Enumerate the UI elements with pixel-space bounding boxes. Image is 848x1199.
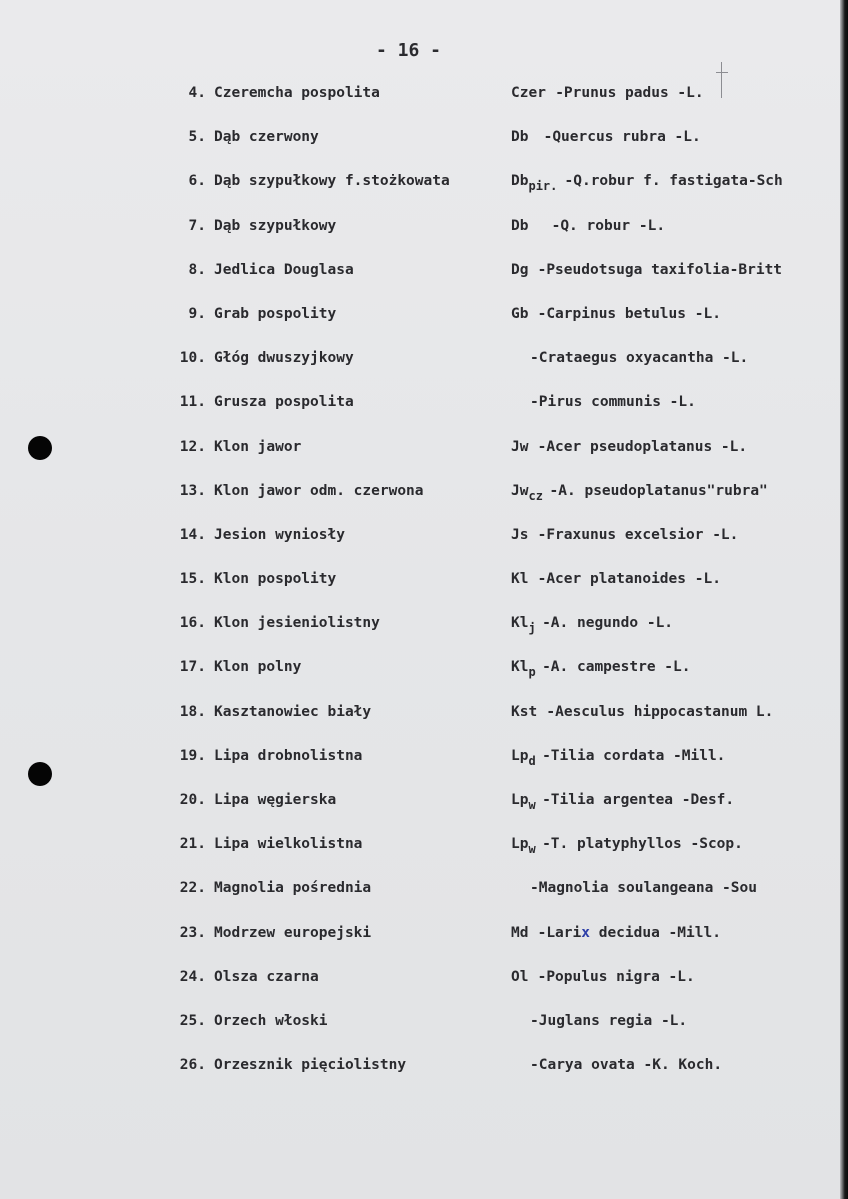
list-item (0, 391, 840, 435)
list-item (0, 436, 840, 480)
polish-name: Klon polny (214, 659, 302, 676)
punch-hole (28, 762, 52, 786)
item-number: 9. (188, 305, 206, 322)
abbreviation-main: Ol (511, 968, 529, 985)
polish-name: Kasztanowiec biały (214, 703, 372, 720)
abbreviation-main: Kl (511, 659, 529, 676)
polish-name: Olsza czarna (214, 968, 319, 985)
polish-name: Klon pospolity (214, 571, 337, 588)
pen-mark (716, 72, 728, 73)
latin-name: -Larix decidua -Mill. (537, 924, 721, 941)
polish-name: Jesion wyniosły (214, 526, 345, 543)
abbreviation (511, 615, 536, 636)
abbreviation-subscript: cz (528, 488, 543, 503)
latin-name: -Quercus rubra -L. (543, 129, 701, 146)
polish-name: Klon jesieniolistny (214, 615, 380, 632)
abbreviation (511, 659, 536, 680)
item-number: 17. (179, 659, 206, 676)
polish-name: Jedlica Douglasa (214, 261, 354, 278)
abbreviation (511, 173, 558, 194)
abbreviation (511, 571, 528, 587)
latin-name: -Aesculus hippocastanum L. (546, 703, 774, 720)
latin-name: -A. campestre -L. (542, 659, 691, 676)
item-number: 23. (179, 924, 206, 941)
scan-edge-shadow (840, 0, 848, 1199)
abbreviation (511, 527, 528, 543)
page-number: - 16 - (376, 40, 442, 61)
item-number: 20. (179, 792, 206, 808)
list-item (0, 656, 840, 700)
item-number: 25. (179, 1012, 206, 1029)
latin-name: -A. pseudoplatanus"rubra" (549, 482, 768, 499)
item-number: 5. (188, 129, 206, 146)
abbreviation-subscript: w (528, 842, 536, 857)
latin-name: -Carpinus betulus -L. (537, 305, 721, 322)
list-item (0, 833, 840, 877)
polish-name: Lipa wielkolistna (214, 836, 363, 853)
abbreviation-main: Kl (511, 615, 529, 632)
abbreviation-main: Lp (511, 747, 529, 764)
item-number: 4. (188, 85, 206, 101)
polish-name: Głóg dwuszyjkowy (214, 350, 354, 367)
list-item (0, 1010, 840, 1054)
abbreviation-main: Db (511, 217, 529, 234)
abbreviation (511, 704, 537, 720)
abbreviation (511, 306, 528, 322)
abbreviation (511, 836, 536, 857)
latin-name: -Carya ovata -K. Koch. (530, 1057, 723, 1074)
latin-name: -Q.robur f. fastigata-Sch (564, 173, 783, 190)
item-number: 21. (179, 836, 206, 853)
item-number: 6. (188, 173, 206, 190)
list-item (0, 259, 840, 303)
abbreviation-main: Gb (511, 305, 529, 322)
polish-name: Klon jawor (214, 438, 302, 455)
item-number: 13. (179, 482, 206, 499)
abbreviation (511, 482, 543, 503)
list-item (0, 347, 840, 391)
item-number: 12. (179, 438, 206, 455)
latin-name: -Populus nigra -L. (537, 968, 695, 985)
abbreviation-main: Czer (511, 85, 546, 101)
item-number: 10. (179, 350, 206, 367)
punch-hole (28, 436, 52, 460)
polish-name: Lipa węgierska (214, 792, 337, 808)
item-number: 11. (179, 394, 206, 411)
abbreviation-subscript: pir. (528, 179, 558, 194)
latin-name: -Q. robur -L. (551, 217, 666, 234)
list-item (0, 612, 840, 656)
latin-name: -T. platyphyllos -Scop. (542, 836, 743, 853)
item-number: 7. (188, 217, 206, 234)
abbreviation-subscript: j (528, 621, 536, 636)
abbreviation-main: Jw (511, 482, 529, 499)
latin-name: -Crataegus oxyacantha -L. (530, 350, 749, 367)
item-number: 14. (179, 526, 206, 543)
latin-name: -Juglans regia -L. (530, 1012, 688, 1029)
item-number: 19. (179, 747, 206, 764)
polish-name: Grusza pospolita (214, 394, 354, 411)
abbreviation (511, 85, 546, 101)
abbreviation-main: Md (511, 924, 529, 941)
abbreviation-main: Lp (511, 792, 529, 808)
abbreviation-main: Kl (511, 571, 529, 588)
polish-name: Dąb czerwony (214, 129, 319, 146)
list-item (0, 170, 840, 214)
polish-name: Orzesznik pięciolistny (214, 1057, 407, 1074)
latin-name: -Pirus communis -L. (530, 394, 696, 411)
abbreviation (511, 969, 528, 985)
item-number: 16. (179, 615, 206, 632)
abbreviation (511, 439, 528, 455)
latin-name: -Tilia cordata -Mill. (542, 747, 726, 764)
abbreviation-subscript: d (528, 753, 536, 768)
polish-name: Czeremcha pospolita (214, 85, 380, 101)
abbreviation-main: Kst (511, 703, 538, 720)
list-item (0, 701, 840, 745)
abbreviation-main: Db (511, 129, 529, 146)
abbreviation-main: Lp (511, 836, 529, 853)
list-item (0, 966, 840, 1010)
pen-mark (721, 62, 722, 98)
abbreviation-main: Dg (511, 261, 529, 278)
list-item (0, 877, 840, 921)
abbreviation (511, 747, 536, 768)
abbreviation-main: Js (511, 526, 529, 543)
abbreviation (511, 218, 528, 234)
list-item (0, 568, 840, 612)
list-item (0, 480, 840, 524)
abbreviation (511, 262, 528, 278)
latin-name: -Tilia argentea -Desf. (542, 792, 735, 808)
abbreviation-subscript: w (528, 798, 536, 812)
polish-name: Grab pospolity (214, 305, 337, 322)
polish-name: Dąb szypułkowy (214, 217, 337, 234)
list-item (0, 82, 840, 126)
abbreviation (511, 925, 528, 941)
abbreviation-subscript: p (528, 665, 536, 680)
item-number: 24. (179, 968, 206, 985)
latin-name: -Acer pseudoplatanus -L. (537, 438, 748, 455)
list-item (0, 745, 840, 789)
list-item (0, 524, 840, 568)
list-item (0, 303, 840, 347)
polish-name: Dąb szypułkowy f.stożkowata (214, 173, 450, 190)
item-number: 22. (179, 880, 206, 897)
polish-name: Lipa drobnolistna (214, 747, 363, 764)
list-item (0, 126, 840, 170)
latin-name: -A. negundo -L. (542, 615, 674, 632)
latin-name: -Magnolia soulangeana -Sou (530, 880, 757, 897)
abbreviation-main: Db (511, 173, 529, 190)
abbreviation-main: Jw (511, 438, 529, 455)
abbreviation (511, 129, 528, 145)
latin-name: -Acer platanoides -L. (537, 571, 721, 588)
polish-name: Magnolia pośrednia (214, 880, 372, 897)
list-item (0, 922, 840, 966)
item-number: 18. (179, 703, 206, 720)
abbreviation (511, 792, 536, 812)
item-number: 8. (188, 261, 206, 278)
list-item (0, 789, 840, 833)
corrected-letter: x (581, 924, 590, 941)
latin-name: -Pseudotsuga taxifolia-Britt (537, 261, 783, 278)
list-item (0, 215, 840, 259)
list-item (0, 1054, 840, 1098)
item-number: 15. (179, 571, 206, 588)
latin-name: -Fraxunus excelsior -L. (537, 526, 739, 543)
polish-name: Modrzew europejski (214, 924, 372, 941)
polish-name: Orzech włoski (214, 1012, 328, 1029)
item-number: 26. (179, 1057, 206, 1074)
species-list (0, 82, 840, 1098)
latin-name: -Prunus padus -L. (555, 85, 704, 101)
polish-name: Klon jawor odm. czerwona (214, 482, 424, 499)
